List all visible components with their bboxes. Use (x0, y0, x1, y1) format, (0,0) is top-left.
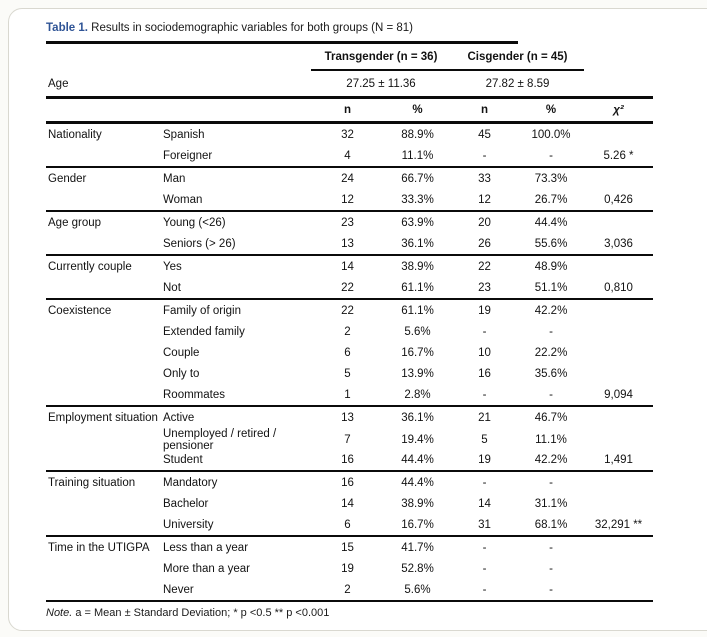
transgender-group-header: Transgender (n = 36) (324, 50, 438, 63)
cis-pct-cell: 55.6% (534, 237, 568, 250)
cis-pct-cell: 48.9% (534, 260, 568, 273)
trans-pct-cell: 16.7% (401, 346, 434, 359)
group-header-row (46, 44, 653, 69)
category-cell: Age group (48, 216, 102, 229)
cis-pct-cell: - (549, 388, 553, 401)
paper-table-card (8, 8, 707, 631)
cis-pct-cell: 26.7% (534, 193, 568, 206)
subcategory-cell: Bachelor (163, 497, 209, 510)
trans-pct-cell: 5.6% (404, 325, 431, 338)
trans-n-cell: 4 (344, 149, 351, 162)
table-row (46, 428, 653, 452)
subcategory-cell: Couple (163, 346, 200, 359)
subcategory-cell: Family of origin (163, 304, 241, 317)
subcategory-cell: Less than a year (163, 541, 249, 554)
subcategory-cell: Active (163, 411, 195, 424)
table-row (46, 363, 653, 384)
trans-n-cell: 23 (341, 216, 354, 229)
cis-pct-cell: 11.1% (535, 434, 567, 446)
cis-pct-cell: 35.6% (534, 367, 568, 380)
chi-cell: 0,810 (604, 281, 633, 294)
trans-n-cell: 6 (344, 346, 351, 359)
trans-pct-cell: 2.8% (404, 388, 431, 401)
cis-pct-cell: 44.4% (534, 216, 568, 229)
cis-n-cell: 33 (478, 172, 491, 185)
trans-pct-cell: 38.9% (401, 260, 434, 273)
cis-n-cell: 14 (478, 497, 491, 510)
table-row (46, 145, 653, 168)
category-cell: Training situation (48, 476, 136, 489)
cis-n-cell: 19 (478, 304, 491, 317)
trans-n-cell: 13 (341, 237, 354, 250)
table-row (46, 449, 653, 472)
chi-cell: 32,291 ** (594, 518, 643, 531)
table-row (46, 537, 653, 558)
age-label: Age (48, 77, 69, 90)
subcategory-cell: Man (163, 172, 186, 185)
cis-pct-header: % (545, 104, 557, 116)
trans-pct-cell: 11.1% (401, 149, 434, 162)
trans-pct-cell: 5.6% (404, 583, 431, 596)
trans-pct-cell: 19.4% (401, 434, 434, 446)
cis-n-cell: 45 (478, 128, 491, 141)
cis-n-cell: 19 (478, 453, 491, 466)
cis-n-cell: - (482, 325, 487, 338)
table-row (46, 472, 653, 493)
cis-pct-cell: 51.1% (534, 281, 568, 294)
subcategory-cell: Never (163, 583, 194, 596)
table-row (46, 212, 653, 233)
table-row (46, 300, 653, 321)
subcategory-cell: Spanish (163, 128, 205, 141)
cis-n-cell: 22 (478, 260, 491, 273)
subcategory-cell: Seniors (> 26) (163, 237, 236, 250)
sociodemographic-table (46, 41, 653, 619)
chi-cell: 9,094 (604, 388, 633, 401)
trans-pct-header: % (412, 104, 423, 116)
trans-pct-cell: 36.1% (401, 237, 434, 250)
cis-pct-cell: 22.2% (534, 346, 568, 359)
category-cell: Nationality (48, 128, 102, 141)
note-label: Note. (46, 607, 73, 619)
trans-n-cell: 7 (344, 434, 351, 446)
table-row (46, 384, 653, 407)
trans-pct-cell: 33.3% (401, 193, 434, 206)
table-row (46, 256, 653, 277)
cis-n-header: n (480, 104, 489, 116)
cis-n-cell: 12 (478, 193, 491, 206)
cis-pct-cell: 31.1% (534, 497, 568, 510)
cis-n-cell: - (482, 476, 487, 489)
table-row (46, 558, 653, 579)
trans-pct-cell: 41.7% (401, 541, 434, 554)
table-row (46, 493, 653, 514)
cis-n-cell: - (482, 583, 487, 596)
trans-n-cell: 2 (344, 325, 351, 338)
table-row (46, 168, 653, 189)
trans-pct-cell: 16.7% (401, 518, 434, 531)
subcategory-cell: Yes (163, 260, 182, 273)
cis-pct-cell: 68.1% (534, 518, 568, 531)
cis-pct-cell: - (549, 541, 553, 554)
subcategory-cell: Unemployed / retired / pensioner (163, 428, 277, 452)
trans-n-cell: 15 (341, 541, 354, 554)
chi-cell: 3,036 (604, 237, 633, 250)
table-caption-text: Results in sociodemographic variables for both groups (N = 81) (87, 22, 414, 34)
cis-pct-cell: - (549, 562, 553, 575)
trans-pct-cell: 44.4% (401, 476, 434, 489)
table-caption (46, 22, 707, 34)
trans-pct-cell: 66.7% (401, 172, 434, 185)
trans-n-cell: 6 (344, 518, 351, 531)
trans-n-cell: 22 (341, 281, 354, 294)
trans-pct-cell: 13.9% (401, 367, 434, 380)
note-text: a = Mean ± Standard Deviation; * p <0.5 ** p <0.001 (72, 607, 330, 619)
cis-n-cell: - (482, 562, 487, 575)
table-row (46, 124, 653, 145)
trans-pct-cell: 61.1% (401, 304, 434, 317)
cis-pct-cell: - (549, 149, 553, 162)
cis-n-cell: - (482, 149, 487, 162)
subcategory-cell: Young (<26) (163, 216, 226, 229)
trans-n-cell: 32 (341, 128, 354, 141)
cis-n-cell: 26 (478, 237, 491, 250)
trans-n-cell: 24 (341, 172, 354, 185)
subcategory-cell: More than a year (163, 562, 250, 575)
cis-n-cell: 5 (481, 434, 488, 446)
chi-cell: 0,426 (604, 193, 633, 206)
trans-n-cell: 22 (341, 304, 354, 317)
cis-pct-cell: 42.2% (534, 453, 568, 466)
cis-pct-cell: 42.2% (534, 304, 568, 317)
table-row (46, 407, 653, 428)
subcategory-cell: Roommates (163, 388, 225, 401)
cis-pct-cell: - (549, 583, 553, 596)
table-row (46, 189, 653, 212)
trans-n-cell: 5 (344, 367, 351, 380)
trans-n-cell: 12 (341, 193, 354, 206)
trans-n-cell: 2 (344, 583, 351, 596)
trans-pct-cell: 88.9% (401, 128, 434, 141)
cis-n-cell: - (482, 388, 487, 401)
cisgender-group-header: Cisgender (n = 45) (467, 50, 568, 63)
cis-n-cell: 21 (478, 411, 491, 424)
trans-n-header: n (343, 104, 352, 116)
age-transgender-value: 27.25 ± 11.36 (346, 77, 416, 90)
cis-n-cell: 20 (478, 216, 491, 229)
chi-cell: 1,491 (604, 453, 633, 466)
table-caption-label: Table 1. (46, 22, 88, 34)
cis-n-cell: 23 (478, 281, 491, 294)
subcategory-cell: Woman (163, 193, 203, 206)
cis-pct-cell: 100.0% (531, 128, 571, 141)
trans-pct-cell: 61.1% (401, 281, 434, 294)
subcategory-cell: University (163, 518, 214, 531)
table-row (46, 233, 653, 256)
trans-pct-cell: 36.1% (401, 411, 434, 424)
table-row (46, 321, 653, 342)
cis-pct-cell: - (549, 325, 553, 338)
subcategory-cell: Only to (163, 367, 200, 380)
subcategory-cell: Foreigner (163, 149, 213, 162)
chi-square-header: χ² (613, 104, 624, 116)
trans-pct-cell: 44.4% (401, 453, 434, 466)
trans-n-cell: 19 (341, 562, 354, 575)
chi-cell: 5.26 * (603, 149, 634, 162)
category-cell: Gender (48, 172, 87, 185)
age-row (46, 71, 653, 96)
subcategory-cell: Mandatory (163, 476, 218, 489)
trans-n-cell: 14 (341, 260, 354, 273)
cis-pct-cell: 46.7% (534, 411, 568, 424)
subcategory-cell: Extended family (163, 325, 245, 338)
trans-pct-cell: 38.9% (401, 497, 434, 510)
subcategory-cell: Student (163, 453, 203, 466)
table-row (46, 579, 653, 602)
category-cell: Employment situation (48, 411, 158, 424)
trans-n-cell: 1 (344, 388, 351, 401)
trans-n-cell: 16 (341, 476, 354, 489)
trans-n-cell: 14 (341, 497, 354, 510)
trans-pct-cell: 63.9% (401, 216, 434, 229)
cis-n-cell: 16 (478, 367, 491, 380)
category-cell: Coexistence (48, 304, 112, 317)
category-cell: Time in the UTIGPA (48, 541, 150, 554)
subcategory-cell: Not (163, 281, 181, 294)
table-row (46, 277, 653, 300)
cis-n-cell: 10 (478, 346, 491, 359)
trans-pct-cell: 52.8% (401, 562, 434, 575)
table-row (46, 342, 653, 363)
cis-n-cell: - (482, 541, 487, 554)
column-header-row (46, 99, 653, 121)
cis-n-cell: 31 (478, 518, 491, 531)
trans-n-cell: 16 (341, 453, 354, 466)
table-row (46, 514, 653, 537)
table-note (46, 607, 653, 619)
age-cisgender-value: 27.82 ± 8.59 (485, 77, 550, 90)
cis-pct-cell: - (549, 476, 553, 489)
category-cell: Currently couple (48, 260, 132, 273)
cis-pct-cell: 73.3% (534, 172, 568, 185)
trans-n-cell: 13 (341, 411, 354, 424)
